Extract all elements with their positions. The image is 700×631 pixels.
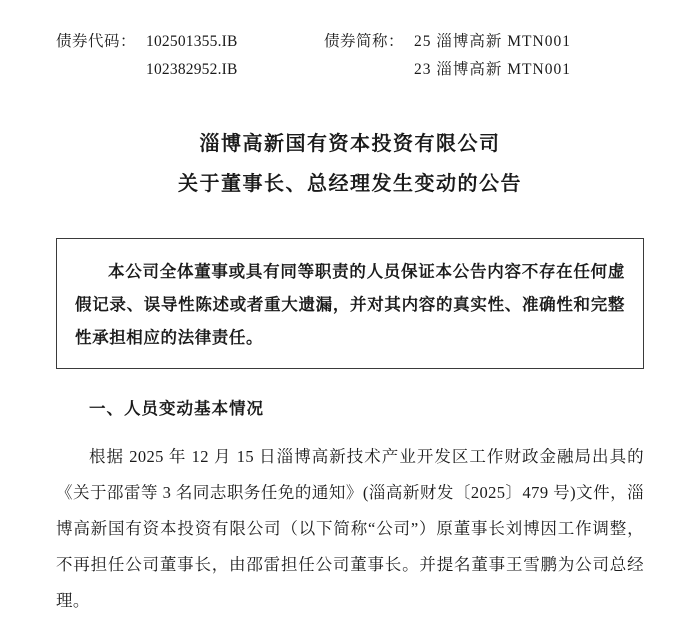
bond-code-group xyxy=(56,28,324,84)
bond-code-label: 债券代码： xyxy=(56,33,137,50)
bond-name-values xyxy=(414,28,571,84)
bond-code-values xyxy=(146,28,238,84)
liability-statement-text: 本公司全体董事或具有同等职责的人员保证本公告内容不存在任何虚假记录、误导性陈述或者重大遗漏，并对其内容的真实性、准确性和完整性承担相应的法律责任。 xyxy=(75,262,625,347)
bond-name-label: 债券简称： xyxy=(324,33,405,50)
liability-statement-box xyxy=(56,238,644,369)
bond-code-value-1: 102501355.IB xyxy=(146,33,238,50)
bond-name-value-2: 23 淄博高新 MTN001 xyxy=(414,61,571,78)
section-body xyxy=(56,439,644,619)
bond-name-value-1: 25 淄博高新 MTN001 xyxy=(414,33,571,50)
section-paragraph: 根据 2025 年 12 月 15 日淄博高新技术产业开发区工作财政金融局出具的《关于邵雷等 3 名同志职务任免的通知》(淄高新财发〔2025〕479 号)文件，淄博高新国有资本投资有限公司（以下简称“公司”）原董事长刘博因工作调整，不再担任公司董事长，由邵雷担任公司董事长。并提名董事王雪鹏为公司总经理。 xyxy=(56,447,644,610)
bond-name-group xyxy=(324,28,571,84)
bond-code-value-2: 102382952.IB xyxy=(146,61,238,78)
bond-header xyxy=(56,28,644,84)
section-heading-personnel-change: 一、人员变动基本情况 xyxy=(89,399,264,418)
title-line-subject: 关于董事长、总经理发生变动的公告 xyxy=(178,173,522,195)
page-title xyxy=(56,124,644,204)
title-line-company: 淄博高新国有资本投资有限公司 xyxy=(199,133,501,155)
